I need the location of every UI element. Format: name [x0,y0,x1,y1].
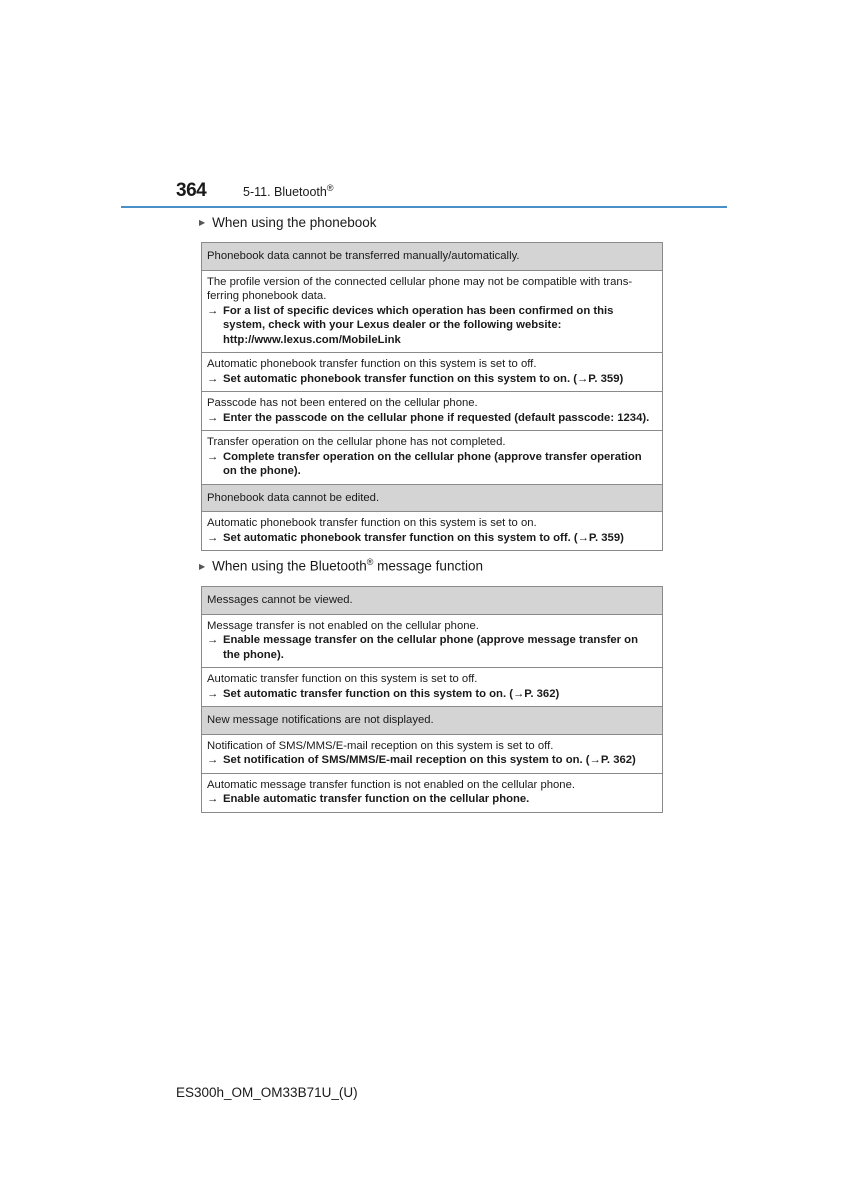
phonebook-subheading: ▶ When using the phonebook [199,215,377,230]
action-text: → Enable automatic transfer function on the cellular phone. [207,793,530,805]
cause-text: Transfer operation on the cellular phone has not completed. [207,436,506,448]
cause-text: The profile version of the connected cellular phone may not be compatible with trans- [207,275,633,288]
action-text: → For a list of specific devices which operation has been confirmed on this system, check with your Lexus dealer or the following website: http://www.lexus.com/MobileLink [207,304,614,346]
cause-text: Message transfer is not enabled on the cellular phone. [207,619,479,632]
cause-text: Automatic phonebook transfer function on this system is set to off. [207,358,537,370]
arrow-icon: → [207,531,219,544]
problem-row: Phonebook data cannot be edited. [202,484,662,512]
action-text: → Set notification of SMS/MMS/E-mail reception on this system to on. (→P. 362) [207,754,636,766]
page-header [176,178,726,208]
document-code: ES300h_OM_OM33B71U_(U) [176,1085,358,1100]
action-text: → Enable message transfer on the cellular phone (approve message transfer on the phone). [207,634,638,661]
cause-text: Automatic transfer function on this system is set to off. [207,673,478,685]
arrow-icon: → [207,634,219,646]
page-number: 364 [176,180,207,201]
arrow-icon: → [207,687,219,700]
cause-text: Passcode has not been entered on the cellular phone. [207,397,478,409]
cause-text: ferring phonebook data. [207,290,327,302]
action-text: → Set automatic phonebook transfer function on this system to off. (→P. 359) [207,531,624,544]
cause-row [202,352,662,391]
cause-row [202,773,662,812]
cause-row [202,511,662,550]
cause-row [202,734,662,773]
cause-row [202,614,662,668]
registered-mark: ® [326,183,334,193]
arrow-icon: → [207,754,219,766]
arrow-icon: → [207,793,219,805]
cause-text: Automatic message transfer function is not enabled on the cellular phone. [207,778,575,791]
header-divider [121,206,727,208]
action-text: → Set automatic transfer function on this system to on. (→P. 362) [207,687,560,700]
problem-row: Messages cannot be viewed. [202,587,662,614]
message-troubleshooting-table [201,586,663,813]
arrow-icon: → [207,411,219,424]
arrow-icon: → [207,372,219,385]
cause-row [202,430,662,484]
problem-row: Phonebook data cannot be transferred manually/automatically. [202,243,662,270]
triangle-marker-icon: ▶ [199,218,206,227]
cause-row [202,391,662,430]
problem-row: New message notifications are not displayed. [202,706,662,734]
action-text: → Set automatic phonebook transfer function on this system to on. (→P. 359) [207,372,624,385]
arrow-icon: → [207,304,219,317]
cause-row [202,667,662,706]
section-title: 5-11. Bluetooth® [243,183,334,200]
arrow-icon: → [207,450,219,463]
action-text: → Enter the passcode on the cellular phone if requested (default passcode: 1234). [207,411,650,424]
cause-text: Notification of SMS/MMS/E-mail reception on this system is set to off. [207,739,554,752]
cause-text: Automatic phonebook transfer function on this system is set to on. [207,517,537,529]
action-text: → Complete transfer operation on the cellular phone (approve transfer operation on the phone). [207,450,642,477]
phonebook-troubleshooting-table [201,242,663,551]
triangle-marker-icon: ▶ [199,561,206,571]
cause-row [202,270,662,353]
message-subheading: ▶ When using the Bluetooth® message function [199,557,483,574]
